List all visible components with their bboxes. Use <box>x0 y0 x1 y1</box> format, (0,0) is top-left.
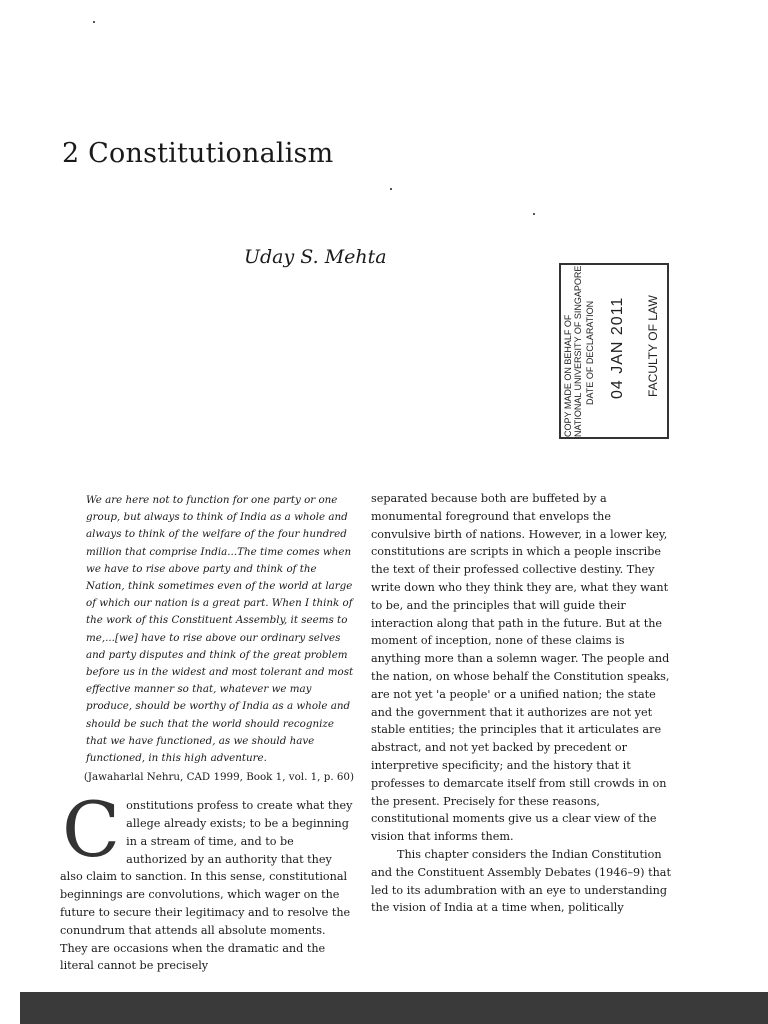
opening-text: onstitutions profess to create what they allege already exists; to be a beginning in a stream of time, and to be authorized by an authority that they also claim to sanction. In this sense, constitutional beginnings are convolutions, which wager on the future to secure their legitimacy and to resolve the conundrum that attends all absolute moments. They are occasions when the dramatic and the literal cannot be precisely <box>60 799 353 973</box>
stamp-date: 04 JAN 2011 <box>609 296 626 399</box>
scan-speck <box>533 213 535 215</box>
epigraph-source: (Jawaharlal Nehru, CAD 1999, Book 1, vol. 1, p. 60) <box>83 771 354 784</box>
chapter-title: 2 Constitutionalism <box>62 138 334 169</box>
opening-paragraph <box>60 785 354 975</box>
scan-speck <box>390 188 392 190</box>
copyright-stamp <box>559 263 669 439</box>
stamp-line-declaration: DATE OF DECLARATION <box>585 300 595 405</box>
drop-cap: C <box>62 785 121 875</box>
left-column <box>60 492 354 975</box>
scan-edge-band <box>20 992 768 1024</box>
author-name: Uday S. Mehta <box>244 246 387 268</box>
paragraph-chapter-intro: This chapter considers the Indian Constitution and the Constituent Assembly Debates (1946–9) that led to its adumbration with an eye to understanding the vision of India at a time when, politically <box>371 847 671 915</box>
scan-speck <box>93 21 95 23</box>
stamp-line-copy: COPY MADE ON BEHALF OF <box>563 314 573 437</box>
epigraph-quote: We are here not to function for one party or one group, but always to think of India as a whole and always to think of the welfare of the four hundred million that comprise India...The time comes when we have to rise above party and think of the Nation, think sometimes even of the world at large of which our nation is a great part. When I think of the work of this Constituent Assembly, it seems to me,...[we] have to rise above our ordinary selves and party disputes and think of the great problem before us in the widest and most tolerant and most effective manner so that, whatever we may produce, should be worthy of India as a whole and should be such that the world should recognize that we have functioned, as we should have functioned, in this high adventure. <box>86 494 354 765</box>
stamp-line-university: NATIONAL UNIVERSITY OF SINGAPORE <box>573 265 583 437</box>
paragraph-continued: separated because both are buffeted by a monumental foreground that envelops the convulsive birth of nations. However, in a lower key, constitutions are scripts in which a people inscribe the text of their professed collective destiny. They write down who they think they are, what they want to be, and the principles that will guide their interaction along that path in the future. But at the moment of inception, none of these claims is anything more than a solemn wager. The people and the nation, on whose behalf the Constitution speaks, are not yet 'a people' or a unified nation; the state and the government that it authorizes are not yet stable entities; the principles that it articulates are abstract, and not yet backed by precedent or interpretive specificity; and the history that it professes to demarcate itself from still crowds in on the present. Precisely for these reasons, constitutional moments give us a clear view of the vision that informs them. <box>371 492 670 844</box>
stamp-faculty: FACULTY OF LAW <box>646 295 660 397</box>
right-column <box>371 490 671 917</box>
